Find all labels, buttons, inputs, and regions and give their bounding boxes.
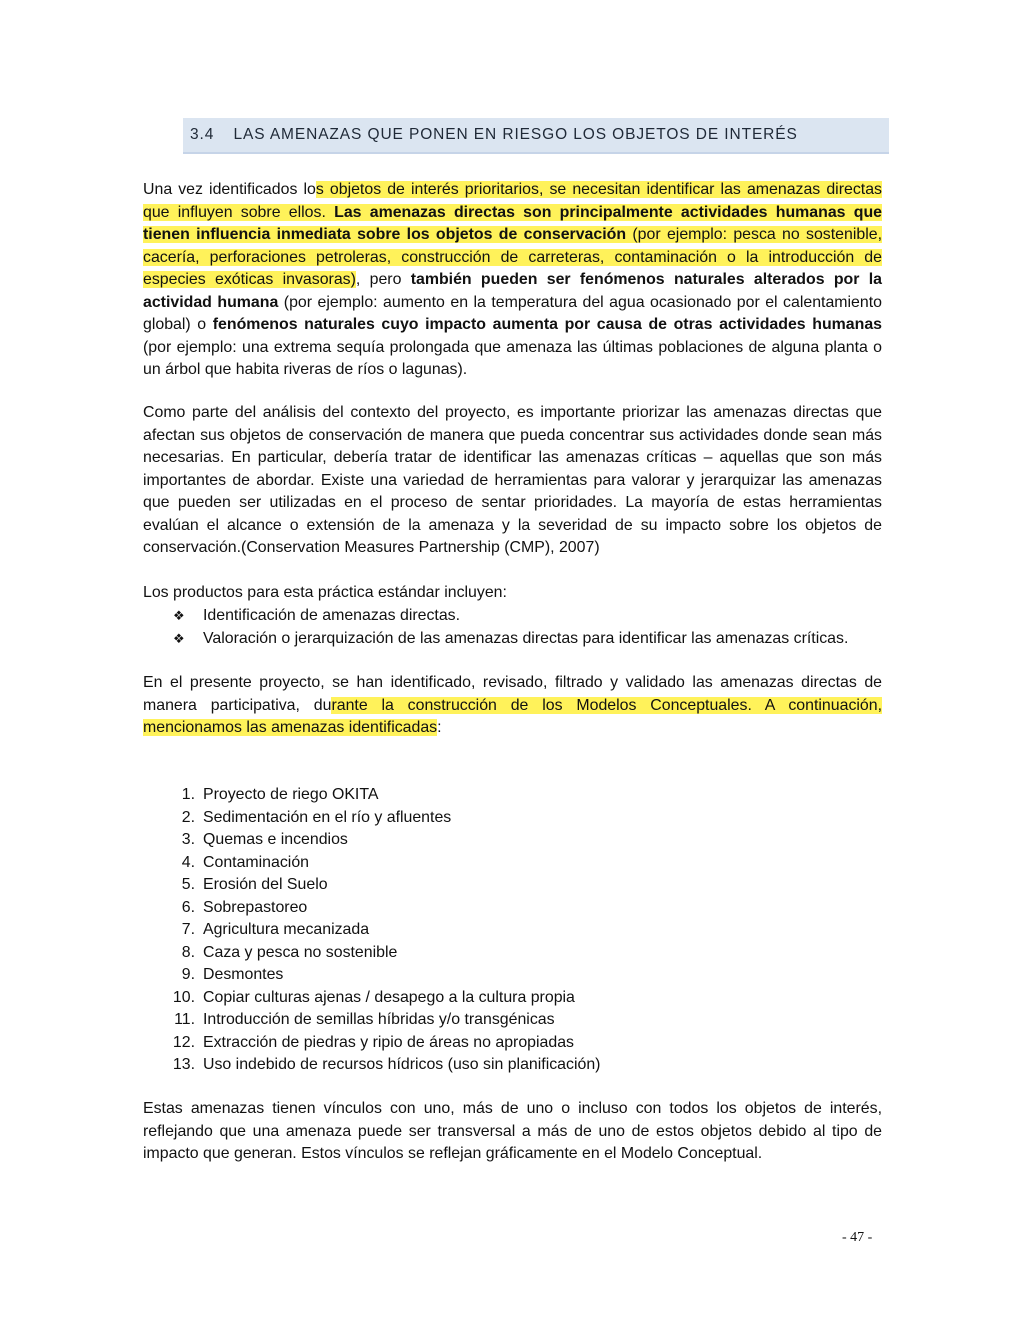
p1-bold-1: también pueden ser fenómenos naturales alterados por la actividad humana [143, 271, 882, 311]
list-item [143, 628, 882, 651]
section-title: LAS AMENAZAS QUE PONEN EN RIESGO LOS OBJETOS DE INTERÉS [233, 126, 798, 143]
list-item [143, 829, 882, 852]
p1-bold-2: fenómenos naturales cuyo impacto aumenta por causa de otras actividades humanas [212, 316, 882, 333]
p1-highlight-1: s objetos de interés prioritarios, se necesitan identificar las amenazas directas que influyen sobre ellos. [143, 181, 882, 221]
p1-highlight-2: (por ejemplo: pesca no sostenible, cacería, perforaciones petroleras, construcción de carreteras, contaminación o la introducción de especies exóticas invasoras) [143, 226, 882, 288]
list-number: 6. [181, 898, 195, 916]
p4-highlight: rante la construcción de los Modelos Conceptuales. A continuación, mencionamos las amenazas identificadas [143, 696, 883, 736]
list-item-text: Proyecto de riego OKITA [203, 786, 379, 803]
list-item [143, 874, 882, 897]
products-list [143, 605, 882, 650]
list-item [143, 964, 882, 987]
list-item-text: Agricultura mecanizada [203, 921, 370, 938]
list-item [143, 942, 882, 965]
p1-text-3: (por ejemplo: aumento en la temperatura del agua ocasionado por el calentamiento global) o [143, 293, 882, 333]
list-item-text: Introducción de semillas híbridas y/o transgénicas [203, 1011, 555, 1028]
list-item-text: Quemas e incendios [203, 831, 348, 848]
list-item [143, 852, 882, 875]
list-item [143, 1054, 882, 1077]
paragraph-prioritization: Como parte del análisis del contexto del proyecto, es importante priorizar las amenazas directas que afectan sus objetos de conservación de manera que pueda concentrar sus actividades donde sean más necesarias. En particular, debería tratar de identificar las amenazas críticas – aquellas que son más importantes de abordar. Existe una variedad de herramientas para valorar y jerarquizar las amenazas que pueden ser utilizadas en el proceso de sentar prioridades. La mayoría de estas herramientas evalúan el alcance o extensión de la amenaza y la severidad de su impacto sobre los objetos de conservación.(Conservation Measures Partnership (CMP), 2007) [143, 404, 882, 556]
list-item-text: Sedimentación en el río y afluentes [203, 808, 452, 826]
p1-text-2: , pero [355, 271, 411, 288]
threats-list [143, 784, 882, 1077]
list-item-text: Valoración o jerarquización de las amenazas directas para identificar las amenazas críticas. [203, 629, 849, 647]
list-number: 12. [172, 1033, 195, 1051]
paragraph-products-intro: Los productos para esta práctica estándar incluyen: [143, 584, 507, 601]
list-number: 8. [181, 943, 195, 961]
list-item-text: Caza y pesca no sostenible [203, 943, 398, 961]
p1-text-4: (por ejemplo: una extrema sequía prolongada que amenaza las últimas poblaciones de alguna planta o un árbol que habita riveras de ríos o lagunas). [143, 338, 882, 378]
list-number: 13. [172, 1056, 195, 1073]
list-item [143, 605, 882, 628]
list-item [143, 1032, 882, 1055]
section-heading [183, 118, 889, 154]
list-number: 1. [181, 786, 195, 803]
p4-text-1: En el presente proyecto, se han identificado, revisado, filtrado y validado las amenazas directas de manera participativa, du [143, 674, 882, 714]
list-item [143, 1009, 882, 1032]
list-item-text: Contaminación [203, 853, 309, 871]
list-number: 9. [181, 966, 195, 983]
list-item [143, 987, 882, 1010]
list-number: 2. [181, 808, 195, 826]
p1-text-1: Una vez identificados lo [143, 181, 316, 198]
list-item-text: Uso indebido de recursos hídricos (uso sin planificación) [203, 1056, 601, 1073]
list-item-text: Sobrepastoreo [203, 898, 308, 916]
list-item [143, 919, 882, 942]
list-item-text: Copiar culturas ajenas / desapego a la cultura propia [203, 988, 575, 1006]
list-number: 11. [174, 1011, 195, 1028]
list-item-text: Desmontes [203, 966, 284, 983]
paragraph-threats-definition [143, 179, 882, 382]
page-number: - 47 - [842, 1230, 873, 1245]
diamond-bullet-icon: ❖ [173, 630, 185, 646]
list-number: 10. [172, 988, 195, 1006]
list-number: 3. [181, 831, 195, 848]
list-number: 7. [181, 921, 195, 938]
list-item-text: Extracción de piedras y ripio de áreas no apropiadas [203, 1033, 575, 1051]
list-item [143, 807, 882, 830]
list-item-text: Erosión del Suelo [203, 876, 328, 893]
list-number: 5. [181, 876, 195, 893]
paragraph-threat-links: Estas amenazas tienen vínculos con uno, más de uno o incluso con todos los objetos de interés, reflejando que una amenaza puede ser transversal a más de uno de estos objetos debido al tipo de impacto que generan. Estos vínculos se reflejan gráficamente en el Modelo Conceptual. [143, 1100, 882, 1162]
list-item [143, 897, 882, 920]
paragraph-project-threats [143, 672, 882, 740]
list-number: 4. [181, 853, 195, 871]
diamond-bullet-icon: ❖ [173, 608, 185, 623]
p4-text-2: : [437, 719, 442, 736]
p1-bold-highlight: Las amenazas directas son principalmente actividades humanas que tienen influencia inmediata sobre los objetos de conservación [143, 203, 882, 243]
section-number: 3.4 [190, 126, 215, 143]
list-item-text: Identificación de amenazas directas. [203, 607, 461, 624]
list-item [143, 784, 882, 807]
